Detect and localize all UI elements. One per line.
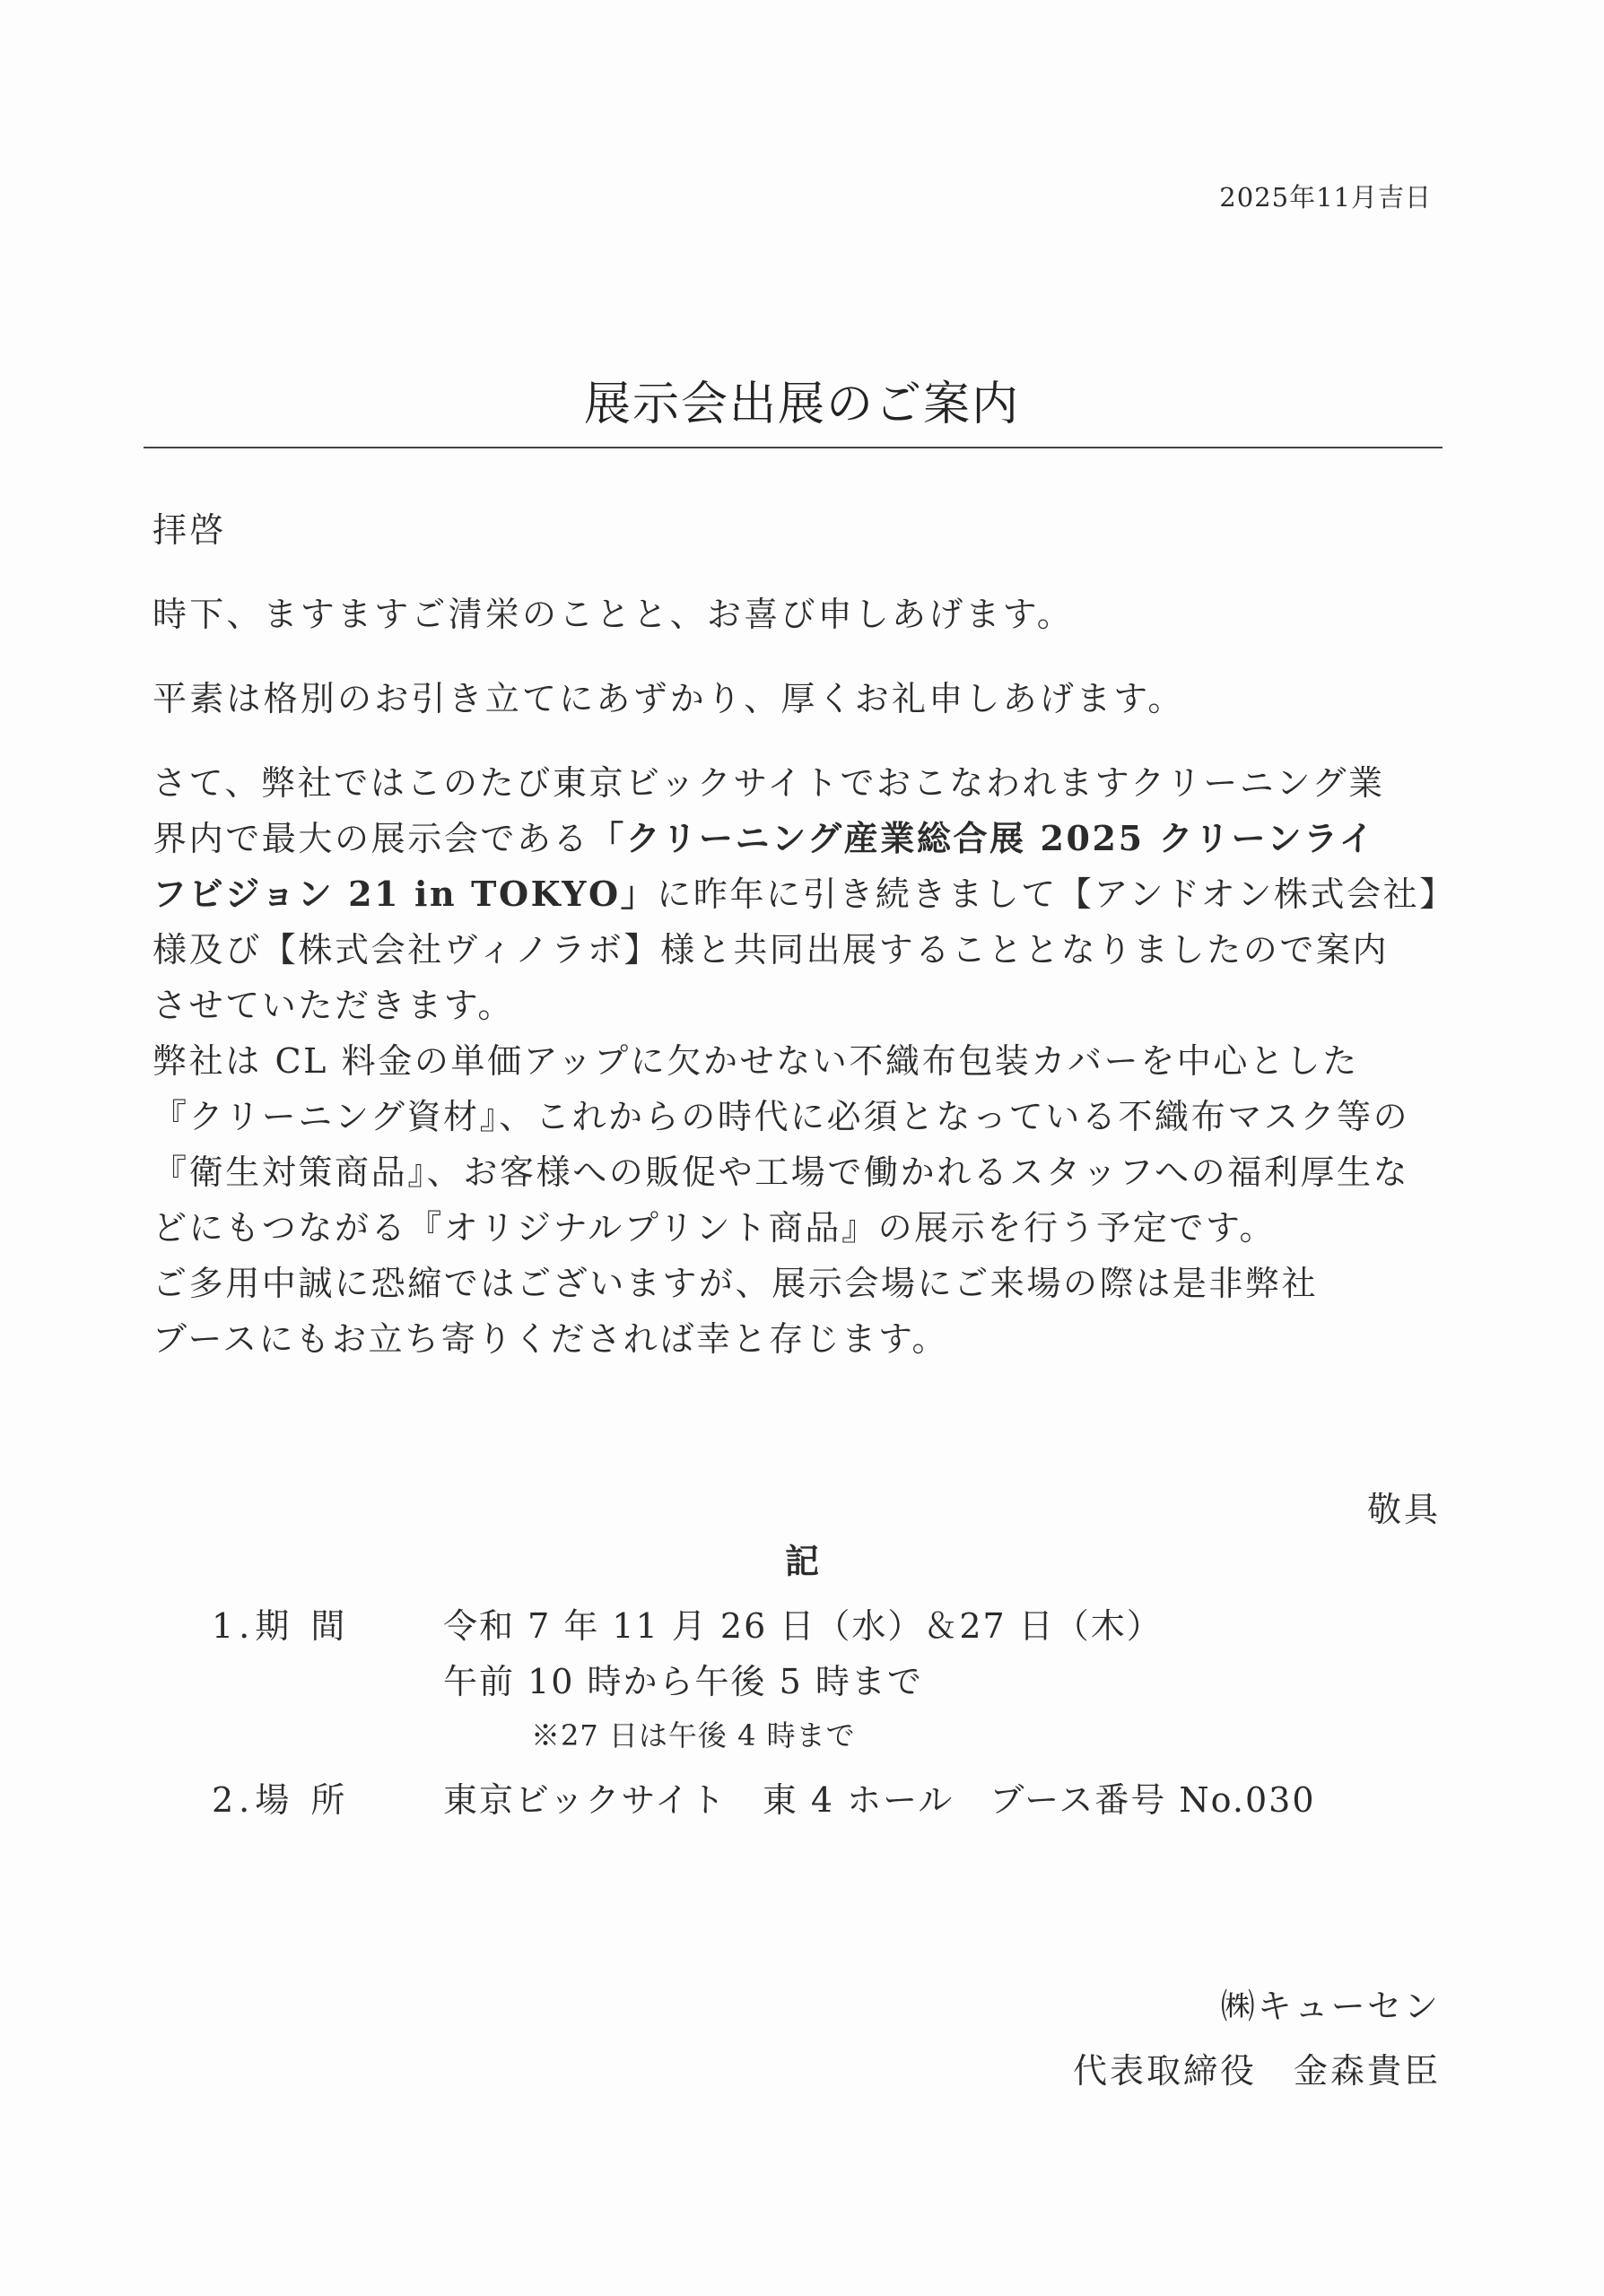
greeting-line: 時下、ますますご清栄のことと、お喜び申しあげます。: [153, 595, 1074, 634]
announcement-line-4: 様及び【株式会社ヴィノラボ】様と共同出展することとなりましたので案内: [153, 930, 1390, 970]
products-line-4: どにもつながる『オリジナルプリント商品』の展示を行う予定です。: [153, 1208, 1277, 1248]
period-label: 1.期 間: [212, 1606, 351, 1646]
details-section: [212, 1598, 1316, 1828]
exhibition-name-part-1: 「クリーニング産業総合展 2025 クリーンライ: [589, 818, 1376, 858]
title-underline: [144, 447, 1443, 448]
ki-heading: 記: [784, 1541, 819, 1581]
products-line-3: 『衛生対策商品』、お客様への販促や工場で働かれるスタッフへの福利厚生な: [153, 1152, 1410, 1192]
announcement-line-2: [153, 811, 1444, 866]
announcement-line-3: [153, 866, 1456, 922]
announcement-line-1: さて、弊社ではこのたび東京ビックサイトでおこなわれますクリーニング業: [153, 763, 1385, 803]
closing-word: 敬具: [1366, 1490, 1441, 1529]
period-row: [212, 1598, 1316, 1654]
time-label-spacer: [212, 1654, 443, 1709]
products-line-2: 『クリーニング資材』、これからの時代に必須となっている不織布マスク等の: [153, 1097, 1410, 1136]
time-value: 午前 10 時から午後 5 時まで: [443, 1662, 923, 1701]
letter-date: 2025年11月吉日: [1219, 182, 1432, 213]
announcement-line-2a: 界内で最大の展示会である: [153, 819, 590, 858]
signature-company: ㈱キューセン: [1220, 1987, 1441, 2026]
letter-title: 展示会出展のご案内: [583, 378, 1020, 431]
invitation-line-1: ご多用中誠に恐縮ではございますが、展示会場にご来場の際は是非弊社: [153, 1264, 1319, 1303]
time-row: [212, 1654, 1316, 1709]
announcement-line-5: させていただきます。: [153, 986, 514, 1025]
place-label: 2.場 所: [212, 1780, 351, 1820]
signature-person: 代表取締役 金森貴臣: [1072, 2051, 1441, 2091]
letter-body: [153, 502, 1456, 1367]
announcement-line-3b: に昨年に引き続きまして【アンドオン株式会社】: [657, 874, 1456, 914]
salutation: 拝啓: [153, 510, 227, 550]
thanks-line: 平素は格別のお引き立てにあずかり、厚くお礼申しあげます。: [153, 679, 1185, 718]
place-value: 東京ビックサイト 東 4 ホール ブース番号 No.030: [443, 1780, 1316, 1820]
invitation-line-2: ブースにもお立ち寄りくだされば幸と存じます。: [153, 1319, 949, 1359]
exhibition-name-part-2: フビジョン 21 in TOKYO」: [153, 874, 658, 914]
time-note: ※27 日は午後 4 時まで: [531, 1718, 856, 1752]
period-value: 令和 7 年 11 月 26 日（水）＆27 日（木）: [443, 1606, 1163, 1646]
products-line-1: 弊社は CL 料金の単価アップに欠かせない不織布包装カバーを中心とした: [153, 1041, 1359, 1081]
place-row: [212, 1772, 1316, 1828]
